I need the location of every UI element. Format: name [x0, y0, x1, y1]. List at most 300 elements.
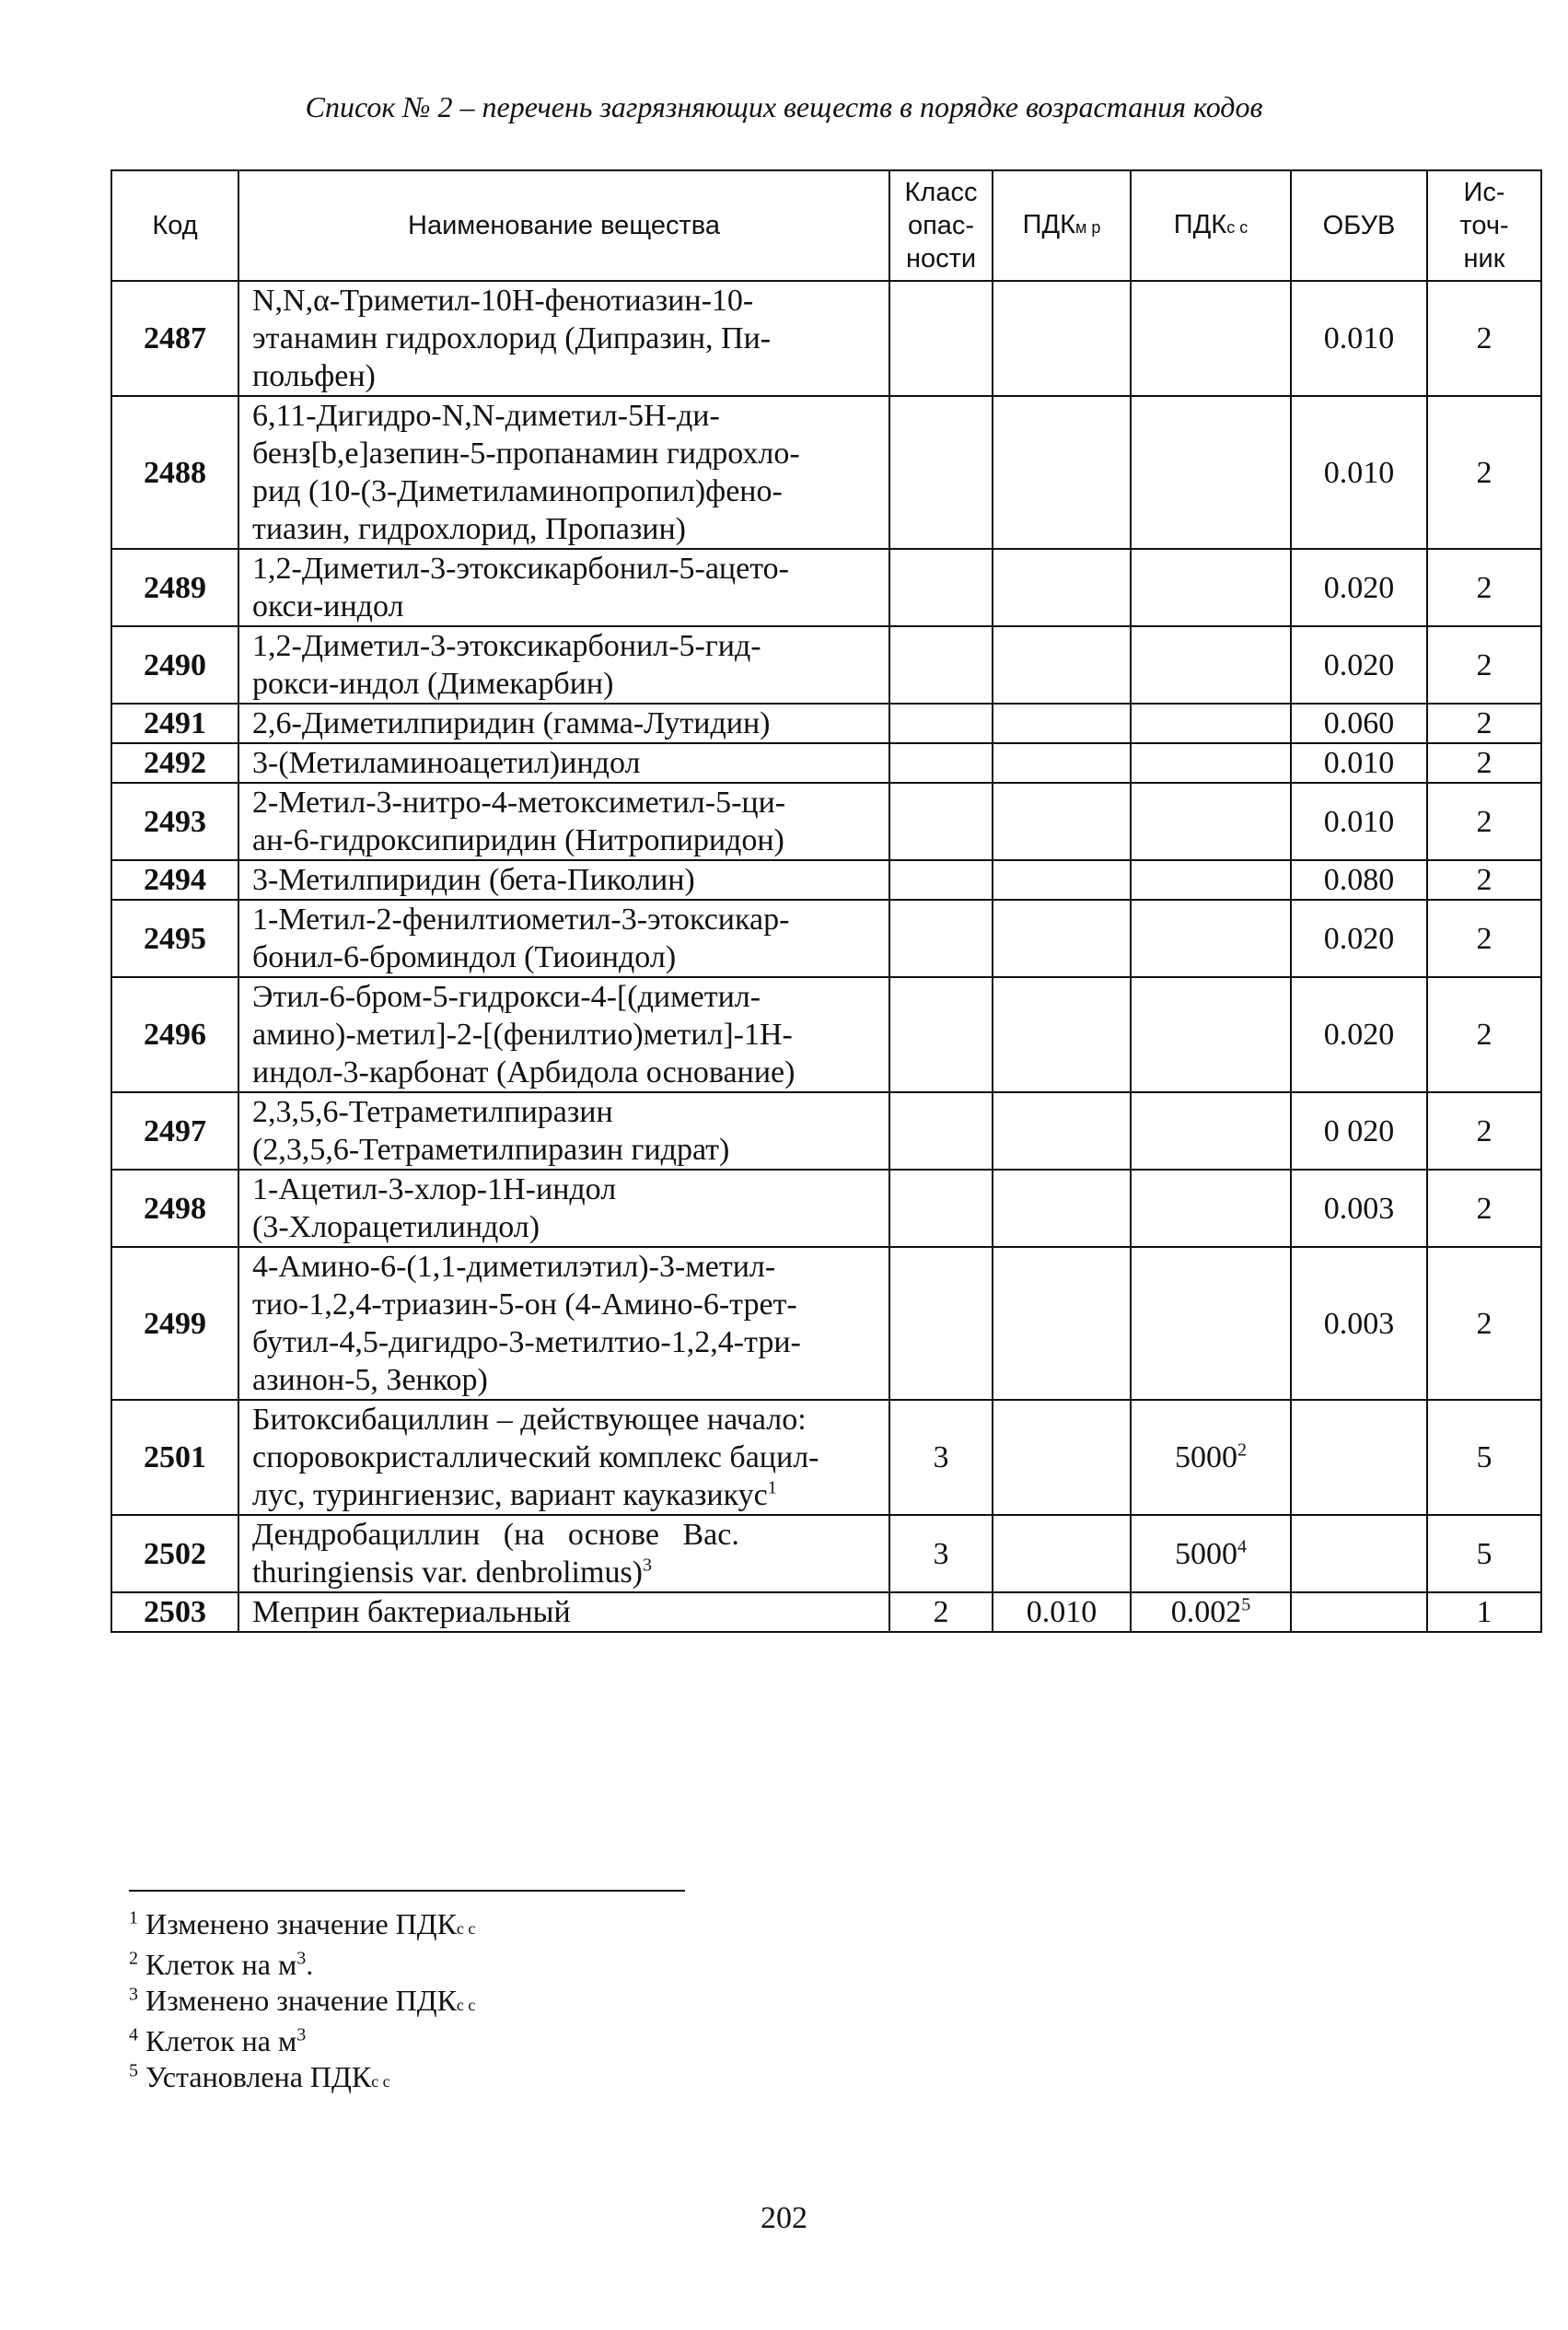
cell-obuv	[1291, 1515, 1427, 1592]
header-class-line: ности	[905, 244, 977, 274]
cell-obuv	[1291, 1400, 1427, 1515]
cell-pdk-ss	[1131, 1592, 1291, 1632]
cell-pdk-mr	[993, 743, 1131, 783]
name-line	[252, 1171, 876, 1208]
table-row	[111, 977, 1541, 1092]
name-line	[252, 1401, 876, 1439]
cell-pdk-mr	[993, 704, 1131, 743]
footnote-mark: 2	[129, 1948, 138, 1969]
obuv-value: 0.020	[1323, 921, 1395, 956]
footnote-tail: .	[306, 1948, 314, 1981]
source-value: 2	[1476, 570, 1493, 605]
header-pdk-mr-sub: м р	[1075, 217, 1101, 237]
source-value: 1	[1476, 1595, 1493, 1629]
table-row	[111, 1092, 1541, 1170]
cell-pdk-ss	[1131, 1247, 1291, 1400]
cell-obuv	[1291, 704, 1427, 743]
cell-name	[238, 1170, 889, 1247]
cell-code	[111, 1592, 238, 1632]
name-line	[252, 784, 876, 821]
cell-source	[1427, 396, 1541, 549]
cell-name	[238, 626, 889, 704]
page-title: Список № 2 – перечень загрязняющих веществ в порядке возрастания кодов	[305, 90, 1263, 123]
cell-pdk-ss	[1131, 783, 1291, 860]
source-value: 2	[1476, 321, 1493, 355]
name-line-text: 3-Метилпиридин (бета-Пиколин)	[252, 863, 695, 897]
footnote-ref: 5	[1241, 1594, 1251, 1615]
code-value: 2503	[144, 1595, 206, 1629]
cell-code	[111, 1170, 238, 1247]
cell-obuv	[1291, 549, 1427, 626]
header-code: Код	[111, 170, 238, 281]
footnote-mark: 1	[129, 1907, 138, 1928]
cell-class	[889, 704, 993, 743]
name-line-text: рокси-индол (Димекарбин)	[252, 667, 614, 701]
obuv-value: 0.010	[1323, 746, 1395, 780]
name-line	[252, 510, 876, 548]
class-value: 3	[933, 1536, 949, 1571]
name-line-text: индол-3-карбонат (Арбидола основание)	[252, 1055, 796, 1089]
cell-obuv	[1291, 396, 1427, 549]
cell-code	[111, 860, 238, 900]
table-row	[111, 1515, 1541, 1592]
name-line	[252, 821, 876, 859]
cell-source	[1427, 281, 1541, 396]
cell-pdk-ss	[1131, 396, 1291, 549]
source-value: 5	[1476, 1536, 1493, 1571]
name-line	[252, 1476, 876, 1514]
cell-code	[111, 1092, 238, 1170]
cell-class	[889, 860, 993, 900]
header-class-line: опас-	[907, 211, 975, 240]
cell-name	[238, 1515, 889, 1592]
name-line	[252, 1593, 876, 1631]
footnote-ref: 1	[767, 1477, 777, 1498]
cell-name	[238, 281, 889, 396]
cell-name	[238, 704, 889, 743]
cell-class	[889, 281, 993, 396]
cell-obuv	[1291, 1170, 1427, 1247]
name-line-text: 2,6-Диметилпиридин (гамма-Лутидин)	[252, 706, 771, 740]
name-line	[252, 1208, 876, 1246]
header-pdk-ss-label: ПДК	[1173, 209, 1227, 239]
name-line	[252, 1131, 876, 1169]
source-value: 2	[1476, 804, 1493, 839]
name-line-text: рид (10-(3-Диметиламинопропил)фено-	[252, 474, 783, 508]
cell-class	[889, 900, 993, 977]
cell-class	[889, 1400, 993, 1515]
name-line-text: бонил-6-броминдол (Тиоиндол)	[252, 940, 677, 974]
name-line	[252, 978, 876, 1016]
header-pdk-ss	[1131, 170, 1291, 281]
obuv-value: 0.010	[1323, 804, 1395, 839]
footnote-sup: 3	[296, 2024, 307, 2045]
cell-pdk-mr	[993, 1400, 1131, 1515]
name-line	[252, 588, 876, 625]
cell-source	[1427, 1515, 1541, 1592]
name-line-text: thuringiensis var. denbrolimus)	[252, 1555, 644, 1590]
footnote	[129, 2059, 475, 2100]
table-header-row	[111, 170, 1541, 281]
footnote-ref: 4	[1237, 1536, 1247, 1557]
cell-obuv	[1291, 977, 1427, 1092]
cell-source	[1427, 1170, 1541, 1247]
footnote-ref: 2	[1237, 1439, 1247, 1461]
footnote-text: Изменено значение ПДК	[145, 1984, 457, 2017]
name-line	[252, 1054, 876, 1091]
cell-obuv	[1291, 1247, 1427, 1400]
code-value: 2501	[144, 1440, 206, 1474]
cell-pdk-mr	[993, 783, 1131, 860]
name-line-text: 3-(Метиламиноацетил)индол	[252, 746, 641, 780]
cell-code	[111, 281, 238, 396]
footnote-sub: с с	[371, 2072, 390, 2091]
pdk-ss-value: 5000	[1175, 1440, 1237, 1474]
name-line	[252, 282, 876, 320]
cell-source	[1427, 626, 1541, 704]
code-value: 2493	[144, 804, 206, 839]
cell-code	[111, 704, 238, 743]
name-line	[252, 1016, 876, 1054]
code-value: 2488	[144, 455, 206, 490]
cell-class	[889, 396, 993, 549]
name-line-text: ан-6-гидроксипиридин (Нитропиридон)	[252, 823, 784, 857]
header-class-line: Класс	[904, 178, 978, 207]
table-row	[111, 1247, 1541, 1400]
name-line-text: 4-Амино-6-(1,1-диметилэтил)-3-метил-	[252, 1250, 776, 1284]
cell-class	[889, 783, 993, 860]
source-value: 2	[1476, 1018, 1493, 1052]
cell-pdk-ss	[1131, 626, 1291, 704]
table-row	[111, 743, 1541, 783]
source-value: 2	[1476, 1191, 1493, 1226]
footnote	[129, 1947, 475, 1983]
cell-obuv	[1291, 1592, 1427, 1632]
name-line-text: Битоксибациллин – действующее начало:	[252, 1403, 807, 1437]
obuv-value: 0.003	[1323, 1306, 1395, 1341]
name-line	[252, 627, 876, 665]
code-value: 2491	[144, 706, 206, 740]
table-row	[111, 860, 1541, 900]
cell-pdk-mr	[993, 281, 1131, 396]
code-value: 2496	[144, 1018, 206, 1052]
cell-class	[889, 1092, 993, 1170]
footnote	[129, 1983, 475, 2023]
name-line-text: Этил-6-бром-5-гидрокси-4-[(диметил-	[252, 980, 761, 1014]
cell-pdk-ss	[1131, 977, 1291, 1092]
obuv-value: 0.020	[1323, 1018, 1395, 1052]
table-row	[111, 1170, 1541, 1247]
footnote-sub: с с	[456, 1919, 476, 1938]
cell-class	[889, 743, 993, 783]
substances-table	[110, 169, 1542, 1633]
name-line-text: бутил-4,5-дигидро-3-метилтио-1,2,4-три-	[252, 1325, 801, 1359]
header-pdk-ss-sub: с с	[1226, 217, 1249, 237]
name-line	[252, 665, 876, 703]
obuv-value: 0.060	[1323, 706, 1395, 740]
name-line-text: 6,11-Дигидро-N,N-диметил-5Н-ди-	[252, 399, 720, 433]
cell-source	[1427, 549, 1541, 626]
cell-pdk-mr	[993, 1092, 1131, 1170]
cell-pdk-ss	[1131, 1170, 1291, 1247]
header-source-line: Ис-	[1463, 178, 1505, 207]
cell-code	[111, 900, 238, 977]
cell-class	[889, 1592, 993, 1632]
cell-name	[238, 1247, 889, 1400]
header-source	[1427, 170, 1541, 281]
name-line-text: бенз[b,e]азепин-5-пропанамин гидрохло-	[252, 437, 800, 471]
cell-source	[1427, 1247, 1541, 1400]
footnote-mark: 4	[129, 2024, 138, 2045]
source-value: 2	[1476, 1113, 1493, 1148]
footnote-text: Установлена ПДК	[145, 2060, 372, 2093]
cell-name	[238, 900, 889, 977]
cell-name	[238, 1092, 889, 1170]
header-source-line: точ-	[1459, 211, 1509, 240]
name-line-text: азинон-5, Зенкор)	[252, 1363, 488, 1397]
table-row	[111, 626, 1541, 704]
cell-pdk-ss	[1131, 281, 1291, 396]
footnote-mark: 3	[129, 1984, 138, 2005]
cell-obuv	[1291, 783, 1427, 860]
cell-code	[111, 783, 238, 860]
name-line-text: споровокристаллический комплекс бацил-	[252, 1440, 819, 1474]
name-line-text: окси-индол	[252, 589, 404, 623]
code-value: 2492	[144, 746, 206, 780]
header-pdk-mr	[993, 170, 1131, 281]
name-line-text: Дендробациллин (на основе Bac.	[252, 1518, 739, 1552]
obuv-value: 0.003	[1323, 1191, 1395, 1226]
cell-pdk-mr	[993, 1247, 1131, 1400]
source-value: 2	[1476, 455, 1493, 490]
source-value: 5	[1476, 1440, 1493, 1474]
code-value: 2499	[144, 1306, 206, 1341]
name-line	[252, 472, 876, 510]
name-line	[252, 1286, 876, 1323]
cell-source	[1427, 900, 1541, 977]
obuv-value: 0.020	[1323, 647, 1395, 682]
obuv-value: 0.010	[1323, 321, 1395, 355]
table-body	[111, 281, 1541, 1632]
header-name: Наименование вещества	[238, 170, 889, 281]
name-line	[252, 1554, 876, 1591]
cell-source	[1427, 1592, 1541, 1632]
name-line-text: 1-Метил-2-фенилтиометил-3-этоксикар-	[252, 903, 790, 937]
cell-source	[1427, 977, 1541, 1092]
cell-pdk-mr	[993, 1170, 1131, 1247]
name-line-text: польфен)	[252, 359, 376, 393]
code-value: 2490	[144, 647, 206, 682]
cell-code	[111, 1247, 238, 1400]
footnote-text: Изменено значение ПДК	[145, 1907, 457, 1940]
table-row	[111, 1400, 1541, 1515]
cell-class	[889, 626, 993, 704]
code-value: 2494	[144, 863, 206, 897]
name-line	[252, 744, 876, 782]
footnote-sup: 3	[296, 1948, 307, 1969]
cell-source	[1427, 743, 1541, 783]
cell-code	[111, 626, 238, 704]
cell-pdk-ss	[1131, 1515, 1291, 1592]
obuv-value: 0.010	[1323, 455, 1395, 490]
cell-pdk-ss	[1131, 704, 1291, 743]
name-line-text: этанамин гидрохлорид (Дипразин, Пи-	[252, 321, 772, 355]
table-row	[111, 1592, 1541, 1632]
name-line-text: (3-Хлорацетилиндол)	[252, 1210, 540, 1244]
cell-name	[238, 1592, 889, 1632]
source-value: 2	[1476, 863, 1493, 897]
footnote	[129, 2023, 475, 2059]
table-row	[111, 704, 1541, 743]
code-value: 2498	[144, 1191, 206, 1226]
cell-class	[889, 977, 993, 1092]
table-row	[111, 783, 1541, 860]
name-line-text: тио-1,2,4-триазин-5-он (4-Амино-6-трет-	[252, 1287, 797, 1322]
source-value: 2	[1476, 647, 1493, 682]
name-line	[252, 1361, 876, 1399]
cell-pdk-mr	[993, 396, 1131, 549]
cell-class	[889, 549, 993, 626]
footnote-text: Клеток на м	[145, 2024, 297, 2057]
cell-name	[238, 743, 889, 783]
cell-code	[111, 549, 238, 626]
cell-obuv	[1291, 860, 1427, 900]
cell-code	[111, 1515, 238, 1592]
cell-class	[889, 1515, 993, 1592]
cell-pdk-ss	[1131, 860, 1291, 900]
pdk-mr-value: 0.010	[1026, 1595, 1098, 1629]
name-line	[252, 705, 876, 742]
source-value: 2	[1476, 706, 1493, 740]
table-row	[111, 281, 1541, 396]
name-line-text: (2,3,5,6-Тетраметилпиразин гидрат)	[252, 1133, 730, 1167]
header-source-line: ник	[1463, 244, 1505, 274]
footnote-divider	[129, 1890, 685, 1892]
name-line	[252, 1093, 876, 1131]
cell-name	[238, 549, 889, 626]
cell-pdk-ss	[1131, 743, 1291, 783]
cell-obuv	[1291, 900, 1427, 977]
name-line	[252, 550, 876, 588]
cell-class	[889, 1170, 993, 1247]
header-obuv: ОБУВ	[1291, 170, 1427, 281]
cell-pdk-mr	[993, 977, 1131, 1092]
name-line	[252, 1248, 876, 1286]
name-line	[252, 435, 876, 472]
footnotes	[129, 1906, 475, 2100]
footnote-text: Клеток на м	[145, 1948, 297, 1981]
cell-pdk-mr	[993, 1592, 1131, 1632]
cell-source	[1427, 704, 1541, 743]
name-line-text: 1-Ацетил-3-хлор-1Н-индол	[252, 1172, 617, 1206]
page-number: 202	[761, 2201, 807, 2235]
cell-name	[238, 977, 889, 1092]
obuv-value: 0 020	[1323, 1113, 1395, 1148]
name-line-text: амино)-метил]-2-[(фенилтио)метил]-1Н-	[252, 1018, 793, 1052]
cell-source	[1427, 1400, 1541, 1515]
name-line	[252, 320, 876, 357]
obuv-value: 0.020	[1323, 570, 1395, 605]
cell-pdk-mr	[993, 1515, 1131, 1592]
cell-obuv	[1291, 281, 1427, 396]
name-line-text: 2,3,5,6-Тетраметилпиразин	[252, 1095, 613, 1129]
footnote-sub: с с	[456, 1996, 476, 2014]
cell-obuv	[1291, 1092, 1427, 1170]
source-value: 2	[1476, 746, 1493, 780]
cell-code	[111, 743, 238, 783]
pdk-ss-value: 5000	[1175, 1536, 1237, 1571]
name-line	[252, 357, 876, 395]
class-value: 3	[933, 1440, 949, 1474]
cell-pdk-mr	[993, 900, 1131, 977]
table-row	[111, 396, 1541, 549]
name-line	[252, 861, 876, 899]
cell-name	[238, 396, 889, 549]
name-line	[252, 901, 876, 938]
source-value: 2	[1476, 921, 1493, 956]
footnote-mark: 5	[129, 2060, 138, 2081]
cell-pdk-mr	[993, 860, 1131, 900]
header-class	[889, 170, 993, 281]
cell-source	[1427, 1092, 1541, 1170]
name-line	[252, 397, 876, 435]
name-line-text: 2-Метил-3-нитро-4-метоксиметил-5-ци-	[252, 786, 786, 820]
cell-obuv	[1291, 743, 1427, 783]
cell-source	[1427, 783, 1541, 860]
source-value: 2	[1476, 1306, 1493, 1341]
code-value: 2489	[144, 570, 206, 605]
cell-code	[111, 977, 238, 1092]
class-value: 2	[933, 1595, 949, 1629]
name-line	[252, 1323, 876, 1361]
cell-pdk-mr	[993, 549, 1131, 626]
name-line-text: N,N,α-Триметил-10Н-фенотиазин-10-	[252, 284, 754, 318]
name-line-text: 1,2-Диметил-3-этоксикарбонил-5-гид-	[252, 629, 761, 663]
name-line	[252, 1516, 876, 1554]
table-row	[111, 900, 1541, 977]
name-line	[252, 1439, 876, 1476]
name-line-text: тиазин, гидрохлорид, Пропазин)	[252, 512, 687, 546]
footnote-ref: 3	[643, 1555, 653, 1576]
name-line	[252, 938, 876, 976]
cell-code	[111, 396, 238, 549]
cell-pdk-ss	[1131, 1400, 1291, 1515]
cell-class	[889, 1247, 993, 1400]
obuv-value: 0.080	[1323, 863, 1395, 897]
code-value: 2495	[144, 921, 206, 956]
name-line-text: Меприн бактериальный	[252, 1595, 571, 1629]
cell-pdk-ss	[1131, 549, 1291, 626]
pdk-ss-value: 0.002	[1170, 1595, 1242, 1629]
cell-name	[238, 783, 889, 860]
code-value: 2502	[144, 1536, 206, 1571]
code-value: 2487	[144, 321, 206, 355]
cell-pdk-mr	[993, 626, 1131, 704]
footnote	[129, 1906, 475, 1947]
header-pdk-mr-label: ПДК	[1022, 209, 1075, 239]
cell-pdk-ss	[1131, 1092, 1291, 1170]
cell-code	[111, 1400, 238, 1515]
code-value: 2497	[144, 1113, 206, 1148]
name-line-text: 1,2-Диметил-3-этоксикарбонил-5-ацето-	[252, 552, 789, 586]
cell-name	[238, 860, 889, 900]
cell-obuv	[1291, 626, 1427, 704]
cell-source	[1427, 860, 1541, 900]
cell-pdk-ss	[1131, 900, 1291, 977]
name-line-text: лус, турингиензис, вариант кауказикус	[252, 1478, 768, 1512]
cell-name	[238, 1400, 889, 1515]
table-row	[111, 549, 1541, 626]
